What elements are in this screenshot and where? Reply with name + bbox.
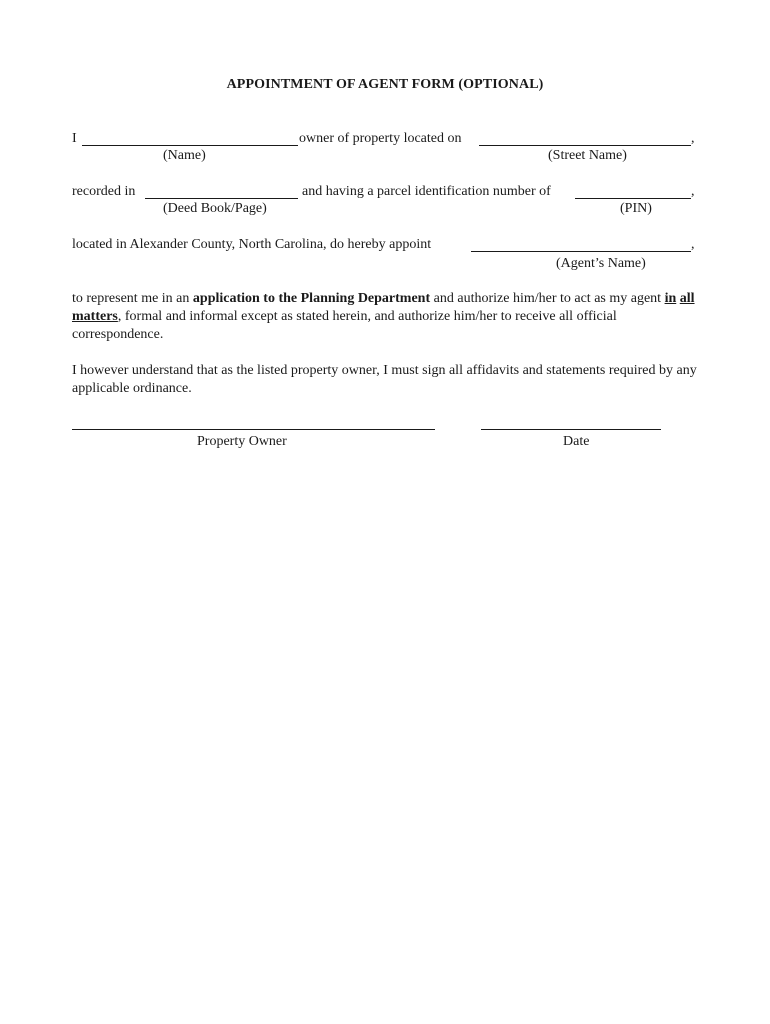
line2-suffix: , — [691, 184, 695, 199]
pin-underline — [575, 198, 691, 199]
owner-caption: Property Owner — [197, 434, 287, 449]
line1-suffix: , — [691, 131, 695, 146]
name-caption: (Name) — [163, 148, 206, 163]
deed-underline — [145, 198, 298, 199]
line1-prefix: I — [72, 131, 77, 146]
name-field[interactable] — [82, 130, 298, 144]
line2-prefix: recorded in — [72, 184, 136, 199]
name-underline — [82, 145, 298, 146]
agent-caption: (Agent’s Name) — [556, 256, 646, 271]
deed-caption: (Deed Book/Page) — [163, 201, 267, 216]
line3-text: located in Alexander County, North Carolina, do hereby appoint — [72, 237, 432, 252]
agent-underline — [471, 251, 691, 252]
street-caption: (Street Name) — [548, 148, 627, 163]
authorization-paragraph — [72, 290, 702, 344]
paragraph1-part2: and authorize him/her to act as my agent — [430, 291, 665, 306]
deed-field[interactable] — [145, 183, 298, 197]
agent-field[interactable] — [471, 236, 691, 250]
paragraph1-part3: , formal and informal except as stated herein, and authorize him/her to receive all official correspondence. — [72, 309, 617, 342]
paragraph1-emphasis-in: in — [664, 291, 677, 306]
street-field[interactable] — [479, 130, 691, 144]
line3-suffix: , — [691, 237, 695, 252]
owner-signature-line[interactable] — [72, 429, 435, 430]
paragraph1-emphasis-all: all — [679, 291, 695, 306]
paragraph1-part1: to represent me in an — [72, 291, 193, 306]
form-title: APPOINTMENT OF AGENT FORM (OPTIONAL) — [226, 77, 544, 92]
date-signature-line[interactable] — [481, 429, 661, 430]
acknowledgement-paragraph: I however understand that as the listed property owner, I must sign all affidavits and statements required by any applicable ordinance. — [72, 363, 697, 396]
line2-middle: and having a parcel identification number of — [302, 184, 551, 199]
date-caption: Date — [563, 434, 590, 449]
street-underline — [479, 145, 691, 146]
line1-middle: owner of property located on — [299, 131, 462, 146]
pin-caption: (PIN) — [620, 201, 652, 216]
pin-field[interactable] — [575, 183, 691, 197]
paragraph1-bold-phrase: application to the Planning Department — [192, 291, 431, 306]
paragraph1-emphasis-matters: matters — [72, 309, 118, 324]
